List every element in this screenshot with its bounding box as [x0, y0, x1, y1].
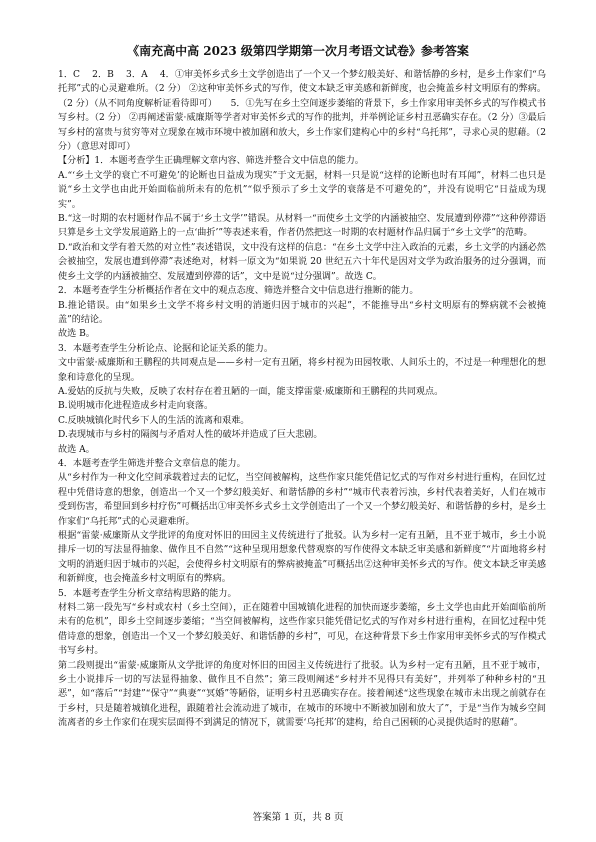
analysis-q2-heading: 2．本题考查学生分析概括作者在文中的观点态度、筛选并整合文中信息进行推断的能力。	[58, 286, 419, 297]
analysis-q4-point-2: 根据“雷蒙·威廉斯从文学批评的角度对怀旧的田园主义传统进行了批驳。认为乡村一定有丑陋，且不亚于城市，乡土小说排斥一切的写法显得抽象、做作且不自然”“这种呈现用想象代替观察的写作使得文本缺乏审美感和新鲜度”“片面地将乡村文明的消逝归因于城市的兴起，会使得乡村文明原有的弊病被掩盖”可概括出②这种审美怀乡式的写作。使文本缺乏审美感和新鲜度，也会掩盖乡村文明原有的弊病。	[58, 531, 546, 585]
analysis-q1-heading: 【分析】1．本题考查学生正确理解文章内容、筛选并整合文中信息的能力。	[58, 156, 364, 167]
analysis-q3-option-c: C.反映城镇化时代乡下人的生活的流离和艰难。	[58, 415, 250, 426]
analysis-q3-option-b: B.说明城市化进程造成乡村走向衰落。	[58, 401, 214, 412]
analysis-q5-heading: 5．本题考查学生分析文章结构思路的能力。	[58, 588, 237, 599]
analysis-q3-option-a: A.爱姑的反抗与失败，反映了农村存在着丑陋的一面，能支撑雷蒙·威廉斯和王鹏程的共同观点。	[58, 386, 444, 397]
analysis-q2-option-b: B.推论错误。由“如果乡土文学不将乡村文明的消逝归因于城市的兴起”，不能推导出“乡村文明原有的弊病就不会被掩盖”的结论。	[58, 300, 546, 325]
analysis-q3-option-d: D.表现城市与乡村的隔阂与矛盾对人性的破坏并造成了巨大悲剧。	[58, 430, 323, 441]
analysis-q4-point-1: 从“乡村作为一种文化空间承载着过去的记忆，当空间被解构，这些作家只能凭借记忆式的写作对乡村进行重构，在回忆过程中凭借诗意的想象，创造出一个又一个梦幻般美好、和谐恬静的乡村”“城市代表着污浊，乡村代表着美好，人们在城市受到伤害，希望回到乡村疗伤”可概括出①审美怀乡式乡土文学创造出了一个又一个梦幻般美好、和谐恬静的乡村，是乡土作家们“乌托邦”式的心灵避难所。	[58, 473, 546, 527]
analysis-q3-answer: 故选 A。	[58, 444, 95, 455]
analysis-q4-heading: 4．本题考查学生筛选并整合文章信息的能力。	[58, 458, 246, 469]
analysis-q1-option-d: D.“政治和文学有着天然的对立性”表述错误，文中没有这样的信息：“在乡土文学中注入政治的元素，乡土文学的内涵必然会被抽空，发展也遭到停滞”表述绝对，材料一原文为“如果说 20 世纪五六十年代是因对文学为政治服务的过分强调，而使乡土文学的内涵被抽空、发展遭到停滞的话”，文中是说“过分强调”。故选 C。	[58, 242, 546, 282]
analysis-q2-answer: 故选 B。	[58, 329, 95, 340]
analysis-q5-para-1: 材料二第一段先写“乡村或农村（乡土空间），正在随着中国城镇化进程的加快而逐步萎缩，乡土文学也由此开始面临前所未有的危机”，即乡土空间逐步萎缩；“当空间被解构，这些作家只能凭借记忆式的写作对乡村进行重构，在回忆过程中凭借诗意的想象，创造出一个又一个梦幻般美好、和谐恬静的乡村”，可见，在这种背景下乡土作家用审美怀乡式的写作模式书写乡村。	[58, 603, 546, 657]
page-footer: 答案第 1 页，共 8 页	[252, 812, 344, 823]
analysis-q1-option-a: A.“‘乡土文学的衰亡不可避免’的论断也日益成为现实”于文无据，材料一只是说“这样的论断也时有耳闻”，材料二也只是说“乡土文学也由此开始面临前所未有的危机”“似乎预示了乡土文学的衰落是不可避免的”，并没有说明它“日益成为现实”。	[58, 170, 546, 210]
answer-summary: 1．C 2．B 3．A 4．①审美怀乡式乡土文学创造出了一个又一个梦幻般美好、和谐恬静的乡村，是乡土作家们“乌托邦”式的心灵避难所。（2 分） ②这种审美怀乡式的写作，使文本缺乏审美感和新鲜度，也会掩盖乡村文明原有的弊病。（2 分）（从不同角度解析证看待即可） 5．①先写在乡土空间逐步萎缩的背景下，乡土作家用审美怀乡式的写作模式书写乡村。（2 分） ②再阐述雷蒙·威廉斯等学者对审美怀乡式的写作的批判，并举例论证乡村丑恶确实存在。（2 分）③最后写乡村的富贵与贫穷等对立现象在城市环境中被加剧和放大，乡土作家们建构心中的乡村“乌托邦”，寻求心灵的慰藉。（2 分）（意思对即可）	[58, 70, 546, 153]
analysis-q5-para-2: 第二段则提出“雷蒙·威廉斯从文学批评的角度对怀旧的田园主义传统进行了批驳。认为乡村一定有丑陋，且不亚于城市，乡土小说排斥一切的写法显得抽象、做作且不自然”；第三段则阐述“乡村并不见得只有美好”，并列举了种种乡村的“丑恶”，如“落后”“封建”“保守”“典妻”“冥婚”等陋俗，证明乡村丑恶确实存在。接着阐述“这些现象在城市未出现之前就存在于乡村，只是随着城镇化进程，跟随着社会流动进了城市，在城市的环境中不断被加剧和放大了”，于是“当作为城乡空间流离者的乡土作家们在现实层面得不到满足的情况下，就需要‘乌托邦’的建构，给自己困顿的心灵提供适时的慰藉”。	[58, 660, 546, 729]
answer-content	[58, 68, 546, 731]
analysis-q3-viewpoint: 文中雷蒙·威廉斯和王鹏程的共同观点是——乡村一定有丑陋，将乡村视为田园牧歌、人间乐土的，不过是一种理想化的想象和诗意化的呈现。	[58, 358, 546, 383]
analysis-q3-heading: 3．本题考查学生分析论点、论据和论证关系的能力。	[58, 343, 273, 354]
page-title: 《南充高中高 2023 级第四学期第一次月考语文试卷》参考答案	[127, 44, 469, 58]
analysis-q1-option-b: B.“这一时期的农村题材作品不属于‘乡土文学’”错误。从材料一“而使乡土文学的内涵被抽空、发展遭到停滞”“这种停滞语只算是乡土文学发展道路上的一点‘曲折’”等表述来看，作者仍然把这一时期的农村题材作品归属于“乡土文学”的范畴。	[58, 214, 546, 239]
